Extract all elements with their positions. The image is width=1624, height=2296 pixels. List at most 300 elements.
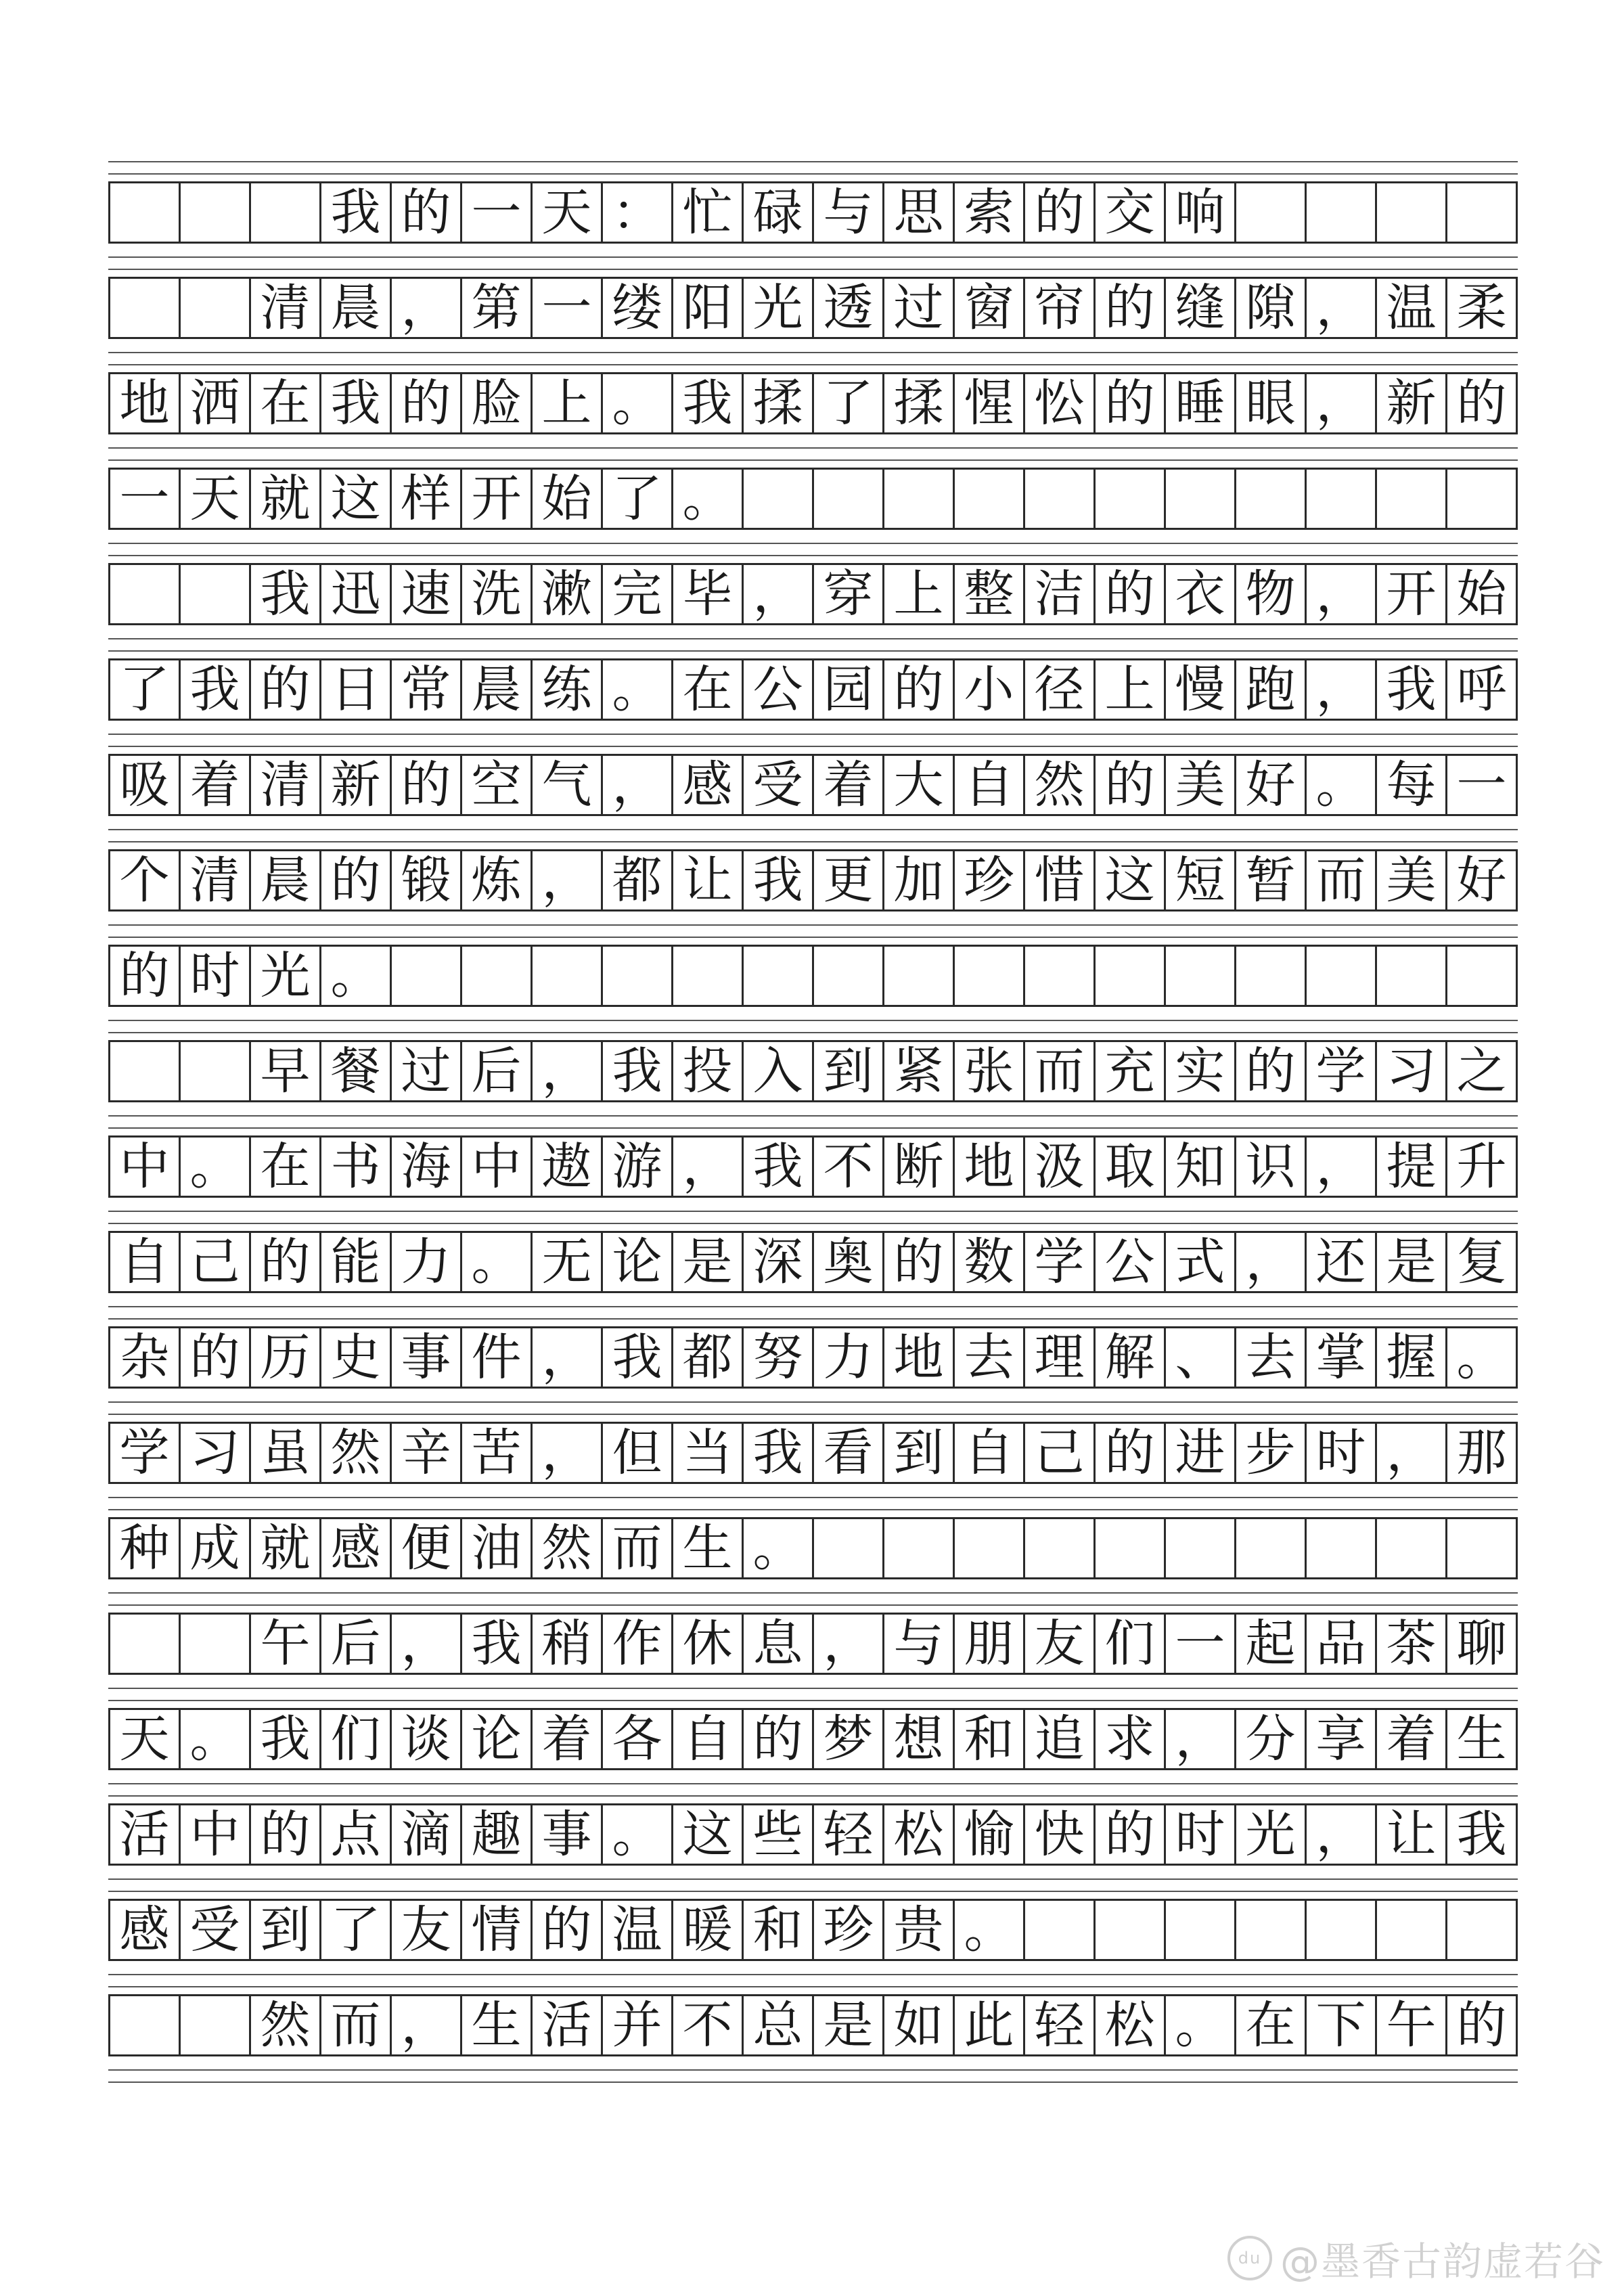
grid-cell: 深 bbox=[744, 1231, 814, 1293]
grid-cell bbox=[1447, 945, 1518, 1007]
grid-cell: 交 bbox=[1096, 181, 1166, 244]
grid-cell: 在 bbox=[673, 658, 744, 721]
grid-cell: ， bbox=[392, 1994, 462, 2056]
grid-cell: 着 bbox=[814, 754, 884, 816]
grid-cell: 而 bbox=[321, 1994, 392, 2056]
row-separator bbox=[108, 1592, 1518, 1606]
grid-cell: 阳 bbox=[673, 277, 744, 339]
grid-cell: 。 bbox=[603, 372, 673, 434]
grid-cell: 习 bbox=[181, 1422, 251, 1484]
grid-cell bbox=[744, 468, 814, 530]
grid-cell: 洒 bbox=[181, 372, 251, 434]
grid-row bbox=[108, 1517, 1518, 1579]
grid-cell: 论 bbox=[462, 1708, 533, 1770]
grid-cell: 努 bbox=[744, 1326, 814, 1389]
grid-row bbox=[108, 277, 1518, 339]
grid-cell: 。 bbox=[744, 1517, 814, 1579]
grid-cell: 历 bbox=[251, 1326, 321, 1389]
grid-cell: 起 bbox=[1236, 1613, 1307, 1675]
grid-cell: 响 bbox=[1166, 181, 1236, 244]
grid-cell: 知 bbox=[1166, 1135, 1236, 1198]
grid-cell: 的 bbox=[392, 372, 462, 434]
row-separator bbox=[108, 447, 1518, 461]
grid-cell: 论 bbox=[603, 1231, 673, 1293]
grid-cell bbox=[955, 1517, 1025, 1579]
grid-cell: 学 bbox=[1307, 1040, 1377, 1102]
grid-cell: 地 bbox=[110, 372, 181, 434]
grid-cell: 各 bbox=[603, 1708, 673, 1770]
grid-cell: 我 bbox=[251, 563, 321, 625]
watermark-text: @墨香古韵虚若谷 bbox=[1280, 2238, 1605, 2284]
grid-cell: 入 bbox=[744, 1040, 814, 1102]
grid-cell: 美 bbox=[1377, 849, 1447, 911]
grid-cell: 中 bbox=[181, 1803, 251, 1866]
grid-cell bbox=[1236, 1899, 1307, 1961]
grid-cell bbox=[181, 1040, 251, 1102]
grid-cell bbox=[814, 945, 884, 1007]
grid-cell bbox=[884, 468, 955, 530]
grid-cell bbox=[110, 1040, 181, 1102]
grid-cell: ， bbox=[533, 1040, 603, 1102]
grid-cell: ， bbox=[1307, 1803, 1377, 1866]
grid-cell: 新 bbox=[321, 754, 392, 816]
grid-cell: 实 bbox=[1166, 1040, 1236, 1102]
grid-cell: 谈 bbox=[392, 1708, 462, 1770]
grid-cell: 的 bbox=[392, 181, 462, 244]
grid-cell: 珍 bbox=[814, 1899, 884, 1961]
grid-cell: 过 bbox=[884, 277, 955, 339]
grid-cell: 我 bbox=[462, 1613, 533, 1675]
grid-row bbox=[108, 1899, 1518, 1961]
grid-cell: 下 bbox=[1307, 1994, 1377, 2056]
grid-cell: 的 bbox=[321, 849, 392, 911]
grid-cell bbox=[1025, 1899, 1096, 1961]
grid-cell: 温 bbox=[1377, 277, 1447, 339]
grid-cell: 。 bbox=[603, 1803, 673, 1866]
grid-cell: 索 bbox=[955, 181, 1025, 244]
row-separator bbox=[108, 256, 1518, 270]
grid-cell: 去 bbox=[1236, 1326, 1307, 1389]
grid-cell: 苦 bbox=[462, 1422, 533, 1484]
grid-cell: 书 bbox=[321, 1135, 392, 1198]
grid-cell: 自 bbox=[955, 1422, 1025, 1484]
grid-cell: 的 bbox=[1096, 1803, 1166, 1866]
grid-cell: 。 bbox=[603, 658, 673, 721]
grid-cell: 愉 bbox=[955, 1803, 1025, 1866]
grid-cell: 解 bbox=[1096, 1326, 1166, 1389]
grid-cell: 上 bbox=[1096, 658, 1166, 721]
row-separator bbox=[108, 638, 1518, 652]
grid-cell: 让 bbox=[1377, 1803, 1447, 1866]
grid-cell: 速 bbox=[392, 563, 462, 625]
grid-cell: 我 bbox=[603, 1040, 673, 1102]
grid-cell: 我 bbox=[603, 1326, 673, 1389]
grid-cell: 过 bbox=[392, 1040, 462, 1102]
grid-cell: 着 bbox=[533, 1708, 603, 1770]
grid-cell: 。 bbox=[955, 1899, 1025, 1961]
grid-cell: 睡 bbox=[1166, 372, 1236, 434]
grid-cell: 园 bbox=[814, 658, 884, 721]
grid-cell: 生 bbox=[462, 1994, 533, 2056]
grid-cell: 件 bbox=[462, 1326, 533, 1389]
grid-cell: 自 bbox=[955, 754, 1025, 816]
grid-cell: 便 bbox=[392, 1517, 462, 1579]
grid-cell: 辛 bbox=[392, 1422, 462, 1484]
grid-cell: 的 bbox=[251, 658, 321, 721]
grid-cell: 就 bbox=[251, 468, 321, 530]
grid-cell: 新 bbox=[1377, 372, 1447, 434]
grid-cell: 学 bbox=[1025, 1231, 1096, 1293]
grid-cell: 珍 bbox=[955, 849, 1025, 911]
grid-cell: 自 bbox=[673, 1708, 744, 1770]
grid-cell: 我 bbox=[181, 658, 251, 721]
grid-cell: 我 bbox=[1377, 658, 1447, 721]
grid-cell: 完 bbox=[603, 563, 673, 625]
grid-cell: 一 bbox=[110, 468, 181, 530]
grid-row bbox=[108, 1708, 1518, 1770]
grid-cell: 们 bbox=[1096, 1613, 1166, 1675]
grid-cell: 我 bbox=[1447, 1803, 1518, 1866]
grid-cell: 晨 bbox=[321, 277, 392, 339]
grid-cell: 的 bbox=[251, 1803, 321, 1866]
grid-cell: 们 bbox=[321, 1708, 392, 1770]
grid-cell: 是 bbox=[814, 1994, 884, 2056]
grid-cell bbox=[1307, 1899, 1377, 1961]
grid-cell: 衣 bbox=[1166, 563, 1236, 625]
grid-cell: 公 bbox=[744, 658, 814, 721]
grid-cell: 的 bbox=[1096, 1422, 1166, 1484]
grid-cell: 日 bbox=[321, 658, 392, 721]
grid-cell bbox=[110, 1994, 181, 2056]
grid-cell: 事 bbox=[533, 1803, 603, 1866]
grid-cell: 而 bbox=[1025, 1040, 1096, 1102]
grid-cell: 天 bbox=[110, 1708, 181, 1770]
grid-cell: 的 bbox=[392, 754, 462, 816]
grid-cell: 而 bbox=[1307, 849, 1377, 911]
grid-cell: 投 bbox=[673, 1040, 744, 1102]
grid-cell: 物 bbox=[1236, 563, 1307, 625]
grid-cell: ， bbox=[1307, 658, 1377, 721]
grid-cell: 一 bbox=[462, 181, 533, 244]
grid-cell: ： bbox=[603, 181, 673, 244]
watermark-logo: du bbox=[1227, 2236, 1272, 2280]
grid-row bbox=[108, 658, 1518, 721]
grid-cell: 碌 bbox=[744, 181, 814, 244]
grid-cell bbox=[1166, 1899, 1236, 1961]
grid-cell: 朋 bbox=[955, 1613, 1025, 1675]
grid-cell: 天 bbox=[181, 468, 251, 530]
grid-cell: 虽 bbox=[251, 1422, 321, 1484]
grid-cell: 求 bbox=[1096, 1708, 1166, 1770]
row-separator bbox=[108, 543, 1518, 556]
grid-cell: 忪 bbox=[1025, 372, 1096, 434]
grid-cell: 时 bbox=[181, 945, 251, 1007]
grid-cell: 的 bbox=[1096, 277, 1166, 339]
grid-cell: 晨 bbox=[462, 658, 533, 721]
grid-row bbox=[108, 468, 1518, 530]
grid-cell: ， bbox=[673, 1135, 744, 1198]
grid-cell: 的 bbox=[1096, 372, 1166, 434]
grid-cell: 每 bbox=[1377, 754, 1447, 816]
grid-cell bbox=[1307, 945, 1377, 1007]
grid-cell bbox=[1447, 468, 1518, 530]
row-separator bbox=[108, 1211, 1518, 1224]
grid-cell: 都 bbox=[673, 1326, 744, 1389]
grid-cell: 提 bbox=[1377, 1135, 1447, 1198]
grid-cell: 穿 bbox=[814, 563, 884, 625]
grid-cell: 自 bbox=[110, 1231, 181, 1293]
grid-cell: 然 bbox=[1025, 754, 1096, 816]
grid-cell: 我 bbox=[321, 372, 392, 434]
grid-cell: 和 bbox=[744, 1899, 814, 1961]
grid-cell: ， bbox=[533, 1422, 603, 1484]
grid-cell bbox=[955, 468, 1025, 530]
grid-cell: 中 bbox=[110, 1135, 181, 1198]
grid-cell: 锻 bbox=[392, 849, 462, 911]
grid-cell: 中 bbox=[462, 1135, 533, 1198]
grid-cell bbox=[1236, 945, 1307, 1007]
grid-cell: 第 bbox=[462, 277, 533, 339]
grid-cell: 。 bbox=[673, 468, 744, 530]
grid-cell: 充 bbox=[1096, 1040, 1166, 1102]
grid-cell: 天 bbox=[533, 181, 603, 244]
grid-cell: 受 bbox=[181, 1899, 251, 1961]
row-separator bbox=[108, 1497, 1518, 1510]
grid-cell: 快 bbox=[1025, 1803, 1096, 1866]
grid-cell: 然 bbox=[533, 1517, 603, 1579]
grid-cell: 与 bbox=[814, 181, 884, 244]
grid-cell: 晨 bbox=[251, 849, 321, 911]
row-separator bbox=[108, 1401, 1518, 1415]
grid-cell: 到 bbox=[884, 1422, 955, 1484]
grid-cell: 空 bbox=[462, 754, 533, 816]
grid-cell: 游 bbox=[603, 1135, 673, 1198]
grid-cell: 复 bbox=[1447, 1231, 1518, 1293]
grid-cell: 我 bbox=[251, 1708, 321, 1770]
grid-cell: 和 bbox=[955, 1708, 1025, 1770]
row-separator bbox=[108, 1688, 1518, 1701]
grid-cell: 我 bbox=[744, 1135, 814, 1198]
grid-cell bbox=[110, 277, 181, 339]
grid-cell bbox=[1166, 468, 1236, 530]
grid-cell: 感 bbox=[321, 1517, 392, 1579]
grid-row bbox=[108, 1422, 1518, 1484]
grid-cell: 跑 bbox=[1236, 658, 1307, 721]
grid-cell bbox=[1025, 945, 1096, 1007]
grid-cell: 与 bbox=[884, 1613, 955, 1675]
grid-cell: 友 bbox=[1025, 1613, 1096, 1675]
grid-cell: 大 bbox=[884, 754, 955, 816]
grid-cell: 加 bbox=[884, 849, 955, 911]
grid-cell: 升 bbox=[1447, 1135, 1518, 1198]
grid-cell: 数 bbox=[955, 1231, 1025, 1293]
grid-cell: 、 bbox=[1166, 1326, 1236, 1389]
grid-row bbox=[108, 754, 1518, 816]
grid-cell: 的 bbox=[884, 658, 955, 721]
grid-cell bbox=[1447, 1899, 1518, 1961]
grid-cell: 了 bbox=[603, 468, 673, 530]
grid-cell: 在 bbox=[251, 1135, 321, 1198]
grid-cell bbox=[1166, 1517, 1236, 1579]
grid-cell: 这 bbox=[321, 468, 392, 530]
grid-cell: 受 bbox=[744, 754, 814, 816]
grid-cell: 到 bbox=[814, 1040, 884, 1102]
grid-cell: 都 bbox=[603, 849, 673, 911]
grid-cell: 呼 bbox=[1447, 658, 1518, 721]
grid-cell: 总 bbox=[744, 1994, 814, 2056]
row-separator bbox=[108, 1306, 1518, 1320]
grid-cell: 识 bbox=[1236, 1135, 1307, 1198]
grid-cell bbox=[1025, 1517, 1096, 1579]
grid-row bbox=[108, 563, 1518, 625]
grid-cell: 的 bbox=[251, 1231, 321, 1293]
grid-cell bbox=[1025, 468, 1096, 530]
grid-cell: 清 bbox=[251, 754, 321, 816]
grid-cell: 更 bbox=[814, 849, 884, 911]
grid-cell bbox=[1236, 1517, 1307, 1579]
grid-cell: 美 bbox=[1166, 754, 1236, 816]
grid-row bbox=[108, 945, 1518, 1007]
grid-row bbox=[108, 1994, 1518, 2056]
grid-cell: 的 bbox=[1236, 1040, 1307, 1102]
grid-cell: 生 bbox=[1447, 1708, 1518, 1770]
grid-cell: 一 bbox=[533, 277, 603, 339]
grid-cell: 餐 bbox=[321, 1040, 392, 1102]
grid-cell: 感 bbox=[110, 1899, 181, 1961]
grid-cell: 能 bbox=[321, 1231, 392, 1293]
grid-cell: 后 bbox=[462, 1040, 533, 1102]
grid-cell: 式 bbox=[1166, 1231, 1236, 1293]
grid-cell: 友 bbox=[392, 1899, 462, 1961]
grid-cell: 聊 bbox=[1447, 1613, 1518, 1675]
grid-cell: 惺 bbox=[955, 372, 1025, 434]
grid-cell: 午 bbox=[1377, 1994, 1447, 2056]
grid-cell: 上 bbox=[884, 563, 955, 625]
grid-cell bbox=[814, 1517, 884, 1579]
grid-cell: 。 bbox=[1307, 754, 1377, 816]
grid-cell: 。 bbox=[181, 1135, 251, 1198]
grid-cell: 理 bbox=[1025, 1326, 1096, 1389]
grid-cell: 的 bbox=[1096, 563, 1166, 625]
grid-cell: 的 bbox=[1447, 1994, 1518, 2056]
grid-cell: 松 bbox=[884, 1803, 955, 1866]
grid-cell: 那 bbox=[1447, 1422, 1518, 1484]
grid-cell: 忙 bbox=[673, 181, 744, 244]
grid-cell: 这 bbox=[673, 1803, 744, 1866]
grid-cell: 此 bbox=[955, 1994, 1025, 2056]
grid-cell: ， bbox=[533, 1326, 603, 1389]
grid-cell: 遨 bbox=[533, 1135, 603, 1198]
grid-cell: 窗 bbox=[955, 277, 1025, 339]
grid-cell bbox=[884, 1517, 955, 1579]
row-separator bbox=[108, 924, 1518, 938]
grid-cell: 着 bbox=[181, 754, 251, 816]
grid-cell bbox=[603, 945, 673, 1007]
grid-cell bbox=[251, 181, 321, 244]
grid-cell bbox=[1377, 1899, 1447, 1961]
grid-cell: 光 bbox=[744, 277, 814, 339]
grid-cell: 帘 bbox=[1025, 277, 1096, 339]
grid-cell: 炼 bbox=[462, 849, 533, 911]
grid-cell: 息 bbox=[744, 1613, 814, 1675]
grid-cell: 事 bbox=[392, 1326, 462, 1389]
grid-cell: 我 bbox=[673, 372, 744, 434]
grid-cell: 杂 bbox=[110, 1326, 181, 1389]
grid-cell: ， bbox=[1236, 1231, 1307, 1293]
grid-row bbox=[108, 372, 1518, 434]
grid-cell: 一 bbox=[1447, 754, 1518, 816]
grid-cell: 步 bbox=[1236, 1422, 1307, 1484]
grid-cell: 的 bbox=[1096, 754, 1166, 816]
grid-cell: 了 bbox=[814, 372, 884, 434]
grid-cell: 但 bbox=[603, 1422, 673, 1484]
grid-cell: 茶 bbox=[1377, 1613, 1447, 1675]
grid-cell: 而 bbox=[603, 1517, 673, 1579]
grid-cell bbox=[1307, 1517, 1377, 1579]
grid-cell: 练 bbox=[533, 658, 603, 721]
grid-cell bbox=[110, 1613, 181, 1675]
row-separator bbox=[108, 1974, 1518, 1987]
grid-cell: 点 bbox=[321, 1803, 392, 1866]
grid-cell: 始 bbox=[1447, 563, 1518, 625]
grid-cell: 揉 bbox=[744, 372, 814, 434]
grid-cell: 这 bbox=[1096, 849, 1166, 911]
grid-cell: 的 bbox=[110, 945, 181, 1007]
grid-cell: 油 bbox=[462, 1517, 533, 1579]
grid-cell: 去 bbox=[955, 1326, 1025, 1389]
grid-cell: 进 bbox=[1166, 1422, 1236, 1484]
grid-cell: ， bbox=[1307, 277, 1377, 339]
grid-cell bbox=[1166, 945, 1236, 1007]
grid-cell bbox=[110, 181, 181, 244]
grid-cell: 。 bbox=[321, 945, 392, 1007]
grid-cell: 暂 bbox=[1236, 849, 1307, 911]
grid-cell: 在 bbox=[1236, 1994, 1307, 2056]
grid-cell: 隙 bbox=[1236, 277, 1307, 339]
grid-cell: 享 bbox=[1307, 1708, 1377, 1770]
grid-cell: 样 bbox=[392, 468, 462, 530]
grid-cell bbox=[1447, 1517, 1518, 1579]
grid-cell: 的 bbox=[533, 1899, 603, 1961]
grid-cell: 了 bbox=[110, 658, 181, 721]
grid-cell: 我 bbox=[321, 181, 392, 244]
grid-cell: 握 bbox=[1377, 1326, 1447, 1389]
grid-cell: 漱 bbox=[533, 563, 603, 625]
grid-cell: 后 bbox=[321, 1613, 392, 1675]
grid-cell bbox=[1447, 181, 1518, 244]
grid-cell: 毕 bbox=[673, 563, 744, 625]
grid-cell: 种 bbox=[110, 1517, 181, 1579]
grid-cell: 然 bbox=[251, 1994, 321, 2056]
grid-cell: 活 bbox=[110, 1803, 181, 1866]
grid-cell: 海 bbox=[392, 1135, 462, 1198]
grid-cell: ， bbox=[1307, 563, 1377, 625]
grid-row bbox=[108, 181, 1518, 244]
grid-cell: ， bbox=[603, 754, 673, 816]
grid-cell: 汲 bbox=[1025, 1135, 1096, 1198]
grid-cell bbox=[1236, 468, 1307, 530]
row-separator bbox=[108, 352, 1518, 365]
grid-cell bbox=[1307, 181, 1377, 244]
grid-cell: 当 bbox=[673, 1422, 744, 1484]
grid-cell: 整 bbox=[955, 563, 1025, 625]
grid-cell: 看 bbox=[814, 1422, 884, 1484]
grid-cell: 揉 bbox=[884, 372, 955, 434]
grid-cell: 无 bbox=[533, 1231, 603, 1293]
grid-cell: 想 bbox=[884, 1708, 955, 1770]
grid-cell: 缕 bbox=[603, 277, 673, 339]
grid-cell: ， bbox=[1377, 1422, 1447, 1484]
